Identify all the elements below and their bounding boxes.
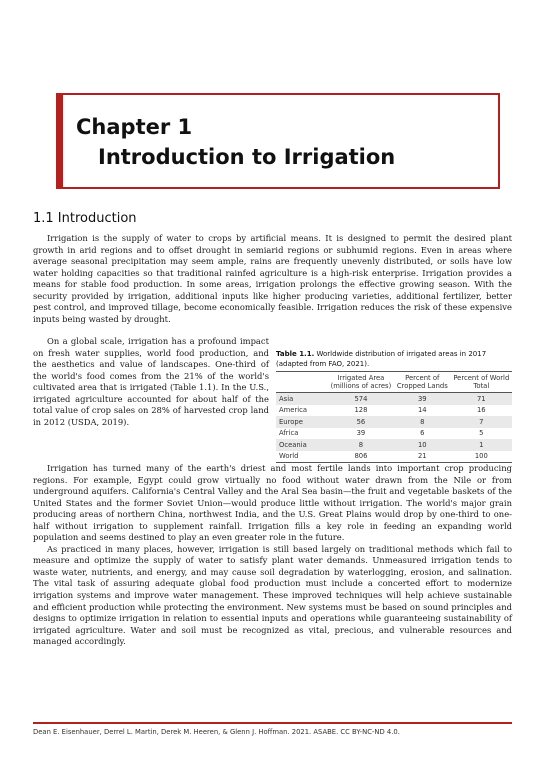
table-cell-area: 8 <box>328 439 394 451</box>
table-cell-area: 806 <box>328 451 394 463</box>
table-cell-area: 39 <box>356 429 366 438</box>
table-cell-world: 7 <box>451 416 512 428</box>
table-cell-area: 56 <box>328 416 394 428</box>
paragraph-1: Irrigation is the supply of water to crops by artificial means. It is designed to permit the desired plant growth in arid regions and to offset drought in semiarid regions or subhumid regions. Even in areas where average seasonal precipitation may seem ample, rains are frequently unevenly distributed, or soils have low water holding capacities so that traditional rainfed agriculture is a high-risk enterprise. Irrigation provides a means for stable food production. In some areas, irrigation prolongs the effective growing season. With the security provided by irrigation, additional inputs like higher producing varieties, additional fertilizer, better pest control, and improved tillage, become economically feasible. Irrigation reduces the risk of these expensive inputs being wasted by drought. <box>33 233 512 324</box>
table-cell-region: World <box>276 451 328 463</box>
chapter-title: Introduction to Irrigation <box>98 145 396 169</box>
table-cell-cropped: 6 <box>420 429 425 438</box>
paragraph-block-1 <box>33 233 512 325</box>
table-header-region <box>276 372 328 393</box>
table-cell-world: 1 <box>451 439 512 451</box>
table-row <box>276 416 512 428</box>
table-cell-world: 71 <box>451 393 512 405</box>
table-header-area: Irrigated Area (millions of acres) <box>328 372 394 393</box>
table-cell-world: 100 <box>451 451 512 463</box>
paragraph-2: On a global scale, irrigation has a profound impact on fresh water supplies, world food production, and the aesthetics and value of landscapes. One-third of the world's food comes from the 21% of the world's cultivated area that is irrigated (Table 1.1). In the U.S., irrigated agriculture accounted for about half of the total value of crop sales on 28% of harvested crop land in 2012 (USDA, 2019). <box>33 336 269 427</box>
table-row <box>276 439 512 451</box>
table-cell-region: Oceania <box>276 439 328 451</box>
table-caption-text: Worldwide distribution of irrigated areas in 2017 (adapted from FAO, 2021). <box>276 350 487 368</box>
table-cell-cropped: 39 <box>394 393 451 405</box>
section-heading: 1.1 Introduction <box>33 211 137 226</box>
table-cell-world: 5 <box>479 429 484 438</box>
paragraph-4: As practiced in many places, however, irrigation is still based largely on traditional methods which fail to measure and optimize the supply of water to satisfy plant water demands. Unmeasured irrigation tends to waste water, nutrients, and energy, and may cause soil degradation by waterlogging, erosion, and salination. The vital task of assuring adequate global food production must include a concerted effort to modernize irrigation systems and improve water management. These improved techniques will help achieve sustainable and efficient production while protecting the environment. New systems must be based on sound principles and designs to optimize irrigation in relation to essential inputs and operations while guaranteeing sustainability of irrigated agriculture. Water and soil must be recognized as vital, precious, and vulnerable resources and managed accordingly. <box>33 543 512 647</box>
table-cell-area: 128 <box>354 406 368 415</box>
table-cell-world: 16 <box>476 406 486 415</box>
paragraph-3: Irrigation has turned many of the earth's driest and most fertile lands into important crop producing regions. For example, Egypt could grow virtually no food without water drawn from the Nile or from underground aquifers. California's Central Valley and the Aral Sea basin—the fruit and vegetable baskets of the United States and the former Soviet Union—would produce little without irrigation. The world's major grain producing areas of northern China, northwest India, and the U.S. Great Plains would drop by one-third to one-half without irrigation to supplement rainfall. Irrigation fills a key role in feeding an expanding world population and seems destined to play an even greater role in the future. <box>33 463 512 543</box>
table-cell-cropped: 8 <box>394 416 451 428</box>
table-cell-region: Asia <box>276 393 328 405</box>
table-header-cropped: Percent of Cropped Lands <box>394 372 451 393</box>
table-cell-cropped: 10 <box>394 439 451 451</box>
chapter-number: Chapter 1 <box>76 115 193 139</box>
irrigation-table <box>276 371 512 463</box>
table-header-world: Percent of World Total <box>451 372 512 393</box>
paragraph-block-3 <box>33 463 512 648</box>
table-caption-number: Table 1.1. <box>276 350 315 358</box>
table-cell-region: Europe <box>276 416 328 428</box>
table-cell-area: 574 <box>328 393 394 405</box>
table-caption <box>276 350 512 369</box>
chapter-title-box <box>56 93 500 189</box>
table-cell-region: Africa <box>279 429 299 438</box>
table-row-total <box>276 451 512 463</box>
table-header-row <box>276 372 512 393</box>
footer-divider <box>33 722 512 724</box>
table-row <box>276 428 512 440</box>
table-cell-cropped: 21 <box>394 451 451 463</box>
paragraph-block-2 <box>33 336 269 428</box>
table-cell-cropped: 14 <box>417 406 427 415</box>
table-row <box>276 405 512 417</box>
table-cell-region: America <box>279 406 308 415</box>
chapter-box-accent-bar <box>58 95 63 187</box>
footer-citation: Dean E. Eisenhauer, Derrel L. Martin, Derek M. Heeren, & Glenn J. Hoffman. 2021. ASABE. CC BY-NC-ND 4.0. <box>33 728 400 736</box>
table-row <box>276 393 512 405</box>
